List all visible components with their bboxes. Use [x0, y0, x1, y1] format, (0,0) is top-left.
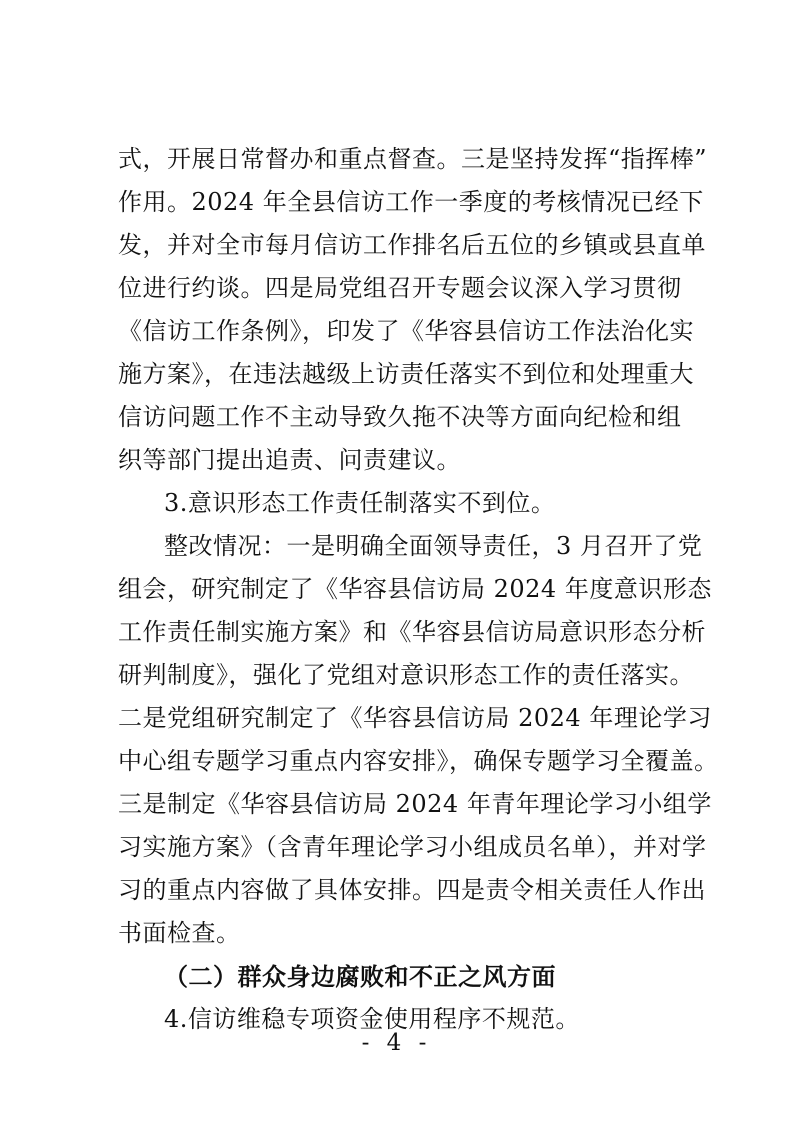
text-line: 位进行约谈。四是局党组召开专题会议深入学习贯彻: [118, 274, 682, 302]
text-line: 习实施方案》（含青年理论学习小组成员名单），并对学: [118, 833, 707, 861]
text-line: 三是制定《华容县信访局 2024 年青年理论学习小组学: [118, 790, 712, 818]
page-number: - 4 -: [361, 1030, 432, 1056]
text-line: 二是党组研究制定了《华容县信访局 2024 年理论学习: [118, 704, 712, 732]
text-line: 作用。2024 年全县信访工作一季度的考核情况已经下: [118, 188, 704, 216]
text-line: 中心组专题学习重点内容安排》，确保专题学习全覆盖。: [118, 747, 719, 775]
text-line: 织等部门提出追责、问责建议。: [118, 446, 461, 474]
item-heading: 3.意识形态工作责任制落实不到位。: [164, 489, 556, 517]
text-line: 研判制度》，强化了党组对意识形态工作的责任落实。: [118, 661, 694, 689]
text-line: 发，并对全市每月信访工作排名后五位的乡镇或县直单: [118, 231, 706, 259]
text-line: 习的重点内容做了具体安排。四是责令相关责任人作出: [118, 876, 706, 904]
text-line: 整改情况：一是明确全面领导责任，3 月召开了党: [164, 532, 703, 560]
text-line: 施方案》，在违法越级上访责任落实不到位和处理重大: [118, 360, 694, 388]
document-body: [118, 138, 719, 1041]
text-line: 书面检查。: [118, 919, 241, 947]
item-heading: 4.信访维稳专项资金使用程序不规范。: [164, 1005, 580, 1033]
text-line: 工作责任制实施方案》和《华容县信访局意识形态分析: [118, 618, 706, 646]
text-line: 组会，研究制定了《华容县信访局 2024 年度意识形态: [118, 575, 712, 603]
text-line: 信访问题工作不主动导致久拖不决等方面向纪检和组: [118, 403, 682, 431]
text-line: 式，开展日常督办和重点督查。三是坚持发挥“指挥棒”: [118, 145, 708, 173]
text-line: 《信访工作条例》，印发了《华容县信访工作法治化实: [118, 317, 694, 345]
section-heading: （二）群众身边腐败和不正之风方面: [164, 962, 556, 991]
